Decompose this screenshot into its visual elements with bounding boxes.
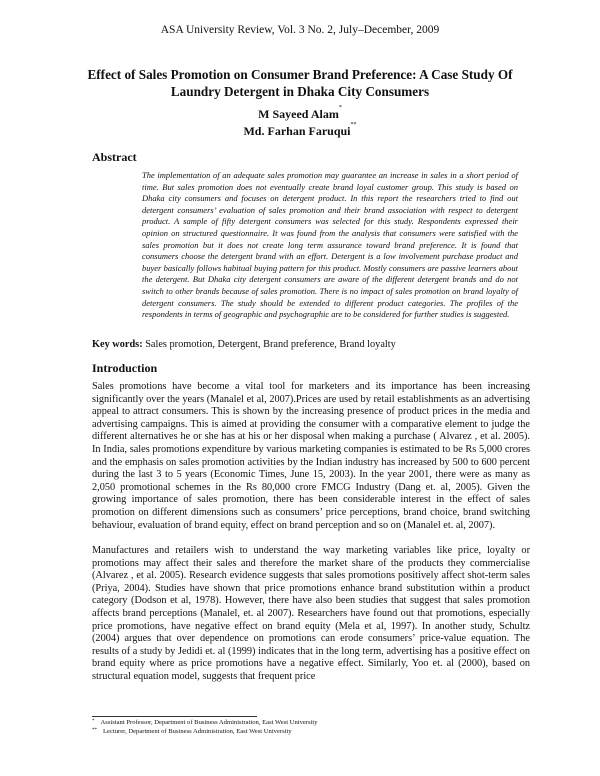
keywords-list: Sales promotion, Detergent, Brand preference, Brand loyalty xyxy=(142,339,396,350)
footnote-divider xyxy=(92,716,257,717)
footnote-text: Lecturer, Department of Business Administration, East West University xyxy=(103,728,292,735)
abstract-text: The implementation of an adequate sales promotion may guarantee an increase in sales in a short period of time. But sales promotion does not eventually create brand loyal customer group. This study is based on Dhaka city consumers and focuses on detergent product. In this report the researchers tried to find out detergent consumers’ evaluation of sales promotion and their brand association with respect to detergent product. A sample of fifty detergent consumers was selected for this study. Respondents expressed their opinion on structured questionnaire. It was found from the analysis that consumers were satisfied with the sales promotion but it does not create long term assurance toward brand preference. It is found that consumers choose the detergent brand with an effort. Detergent is a low involvement purchase product and buyer basically follows habitual buying pattern for this product. Mostly consumers are passive learners about the detergent. But Dhaka city detergent consumers are aware of the different detergent brands and do not switch to other brands because of sales promotion. There is no impact of sales promotion on brand loyalty of detergent consumers. The study should be extended to different product categories. The profiles of the respondents in terms of geographic and psychographic are to be considered for further studies is suggested. xyxy=(142,170,518,320)
abstract-heading: Abstract xyxy=(92,150,137,164)
author-name: Md. Farhan Faruqui xyxy=(243,124,351,138)
keywords-label: Key words: xyxy=(92,339,143,350)
introduction-paragraph-2: Manufactures and retailers wish to understand the way marketing variables like price, loyalty or promotions may affect their sales and therefore the market share of the products they commercialise (Alvarez , et al. 2005). Research evidence suggests that sales promotions positively affect shot-term sales (Priya, 2004). Studies have shown that price promotions enhance brand substitution within a product category (Dodson et al, 1978). However, there have also been studies that suggest that sales promotion affects brand perceptions (Manalel, et. al 2007). Researchers have found out that promotions, especially price promotions, have negative effect on brand equity (Mela et al, 1997). In another study, Schultz (2004) argues that over dependence on promotions can erode consumers’ price-value equation. The results of a study by Jedidi et. al (1999) indicates that in the long term, advertising has a positive effect on brand equity where as price promotions have a negative effect. Similarly, Yoo et. al (2000), based on structural equation model, suggests that frequent price xyxy=(92,545,530,682)
author-name: M Sayeed Alam xyxy=(258,107,339,121)
keywords xyxy=(92,339,532,350)
introduction-paragraph-1: Sales promotions have become a vital tool for marketers and its importance has been increasing significantly over the years (Manalel et al, 2007).Prices are used by retail establishments as an advertising appeal to attract consumers. This is shown by the increasing presence of product prices in the media and advertising campaigns. This is aimed at providing the consumer with a comparative element to judge the different alternatives he or she has at his or her disposal when making a purchase ( Alvarez , et al. 2005). In India, sales promotions expenditure by various marketing companies is estimated to be Rs 5,000 crores and the emphasis on sales promotion activities by the Indian industry has increased by 500 to 600 percent during the last 3 to 5 years (Economic Times, June 15, 2003). In the year 2001, there were as many as 2,050 promotional schemes in the Rs 80,000 crore FMCG Industry (Dang et. al, 2005). Given the growing importance of sales promotion, there has been considerable interest in the effect of sales promotion on different dimensions such as consumers’ price perceptions, brand choice, brand switching behaviour, evaluation of brand equity, effect on brand perception and so on (Manalel et. al, 2007). xyxy=(92,381,530,531)
author-2 xyxy=(0,124,600,139)
author-footnote-mark: ** xyxy=(350,122,357,128)
footnote-2 xyxy=(92,728,532,735)
footnote-1 xyxy=(92,719,532,726)
author-footnote-mark: * xyxy=(338,105,342,111)
footnote-mark: * xyxy=(92,719,95,724)
journal-header: ASA University Review, Vol. 3 No. 2, July–December, 2009 xyxy=(160,24,440,36)
footnote-mark: ** xyxy=(92,728,97,733)
footnote-text: Assistant Professor, Department of Business Administration, East West University xyxy=(100,719,318,726)
introduction-heading: Introduction xyxy=(92,361,158,375)
author-1 xyxy=(0,107,600,122)
paper-title: Effect of Sales Promotion on Consumer Brand Preference: A Case Study Of Laundry Detergent in Dhaka City Consumers xyxy=(87,67,513,99)
